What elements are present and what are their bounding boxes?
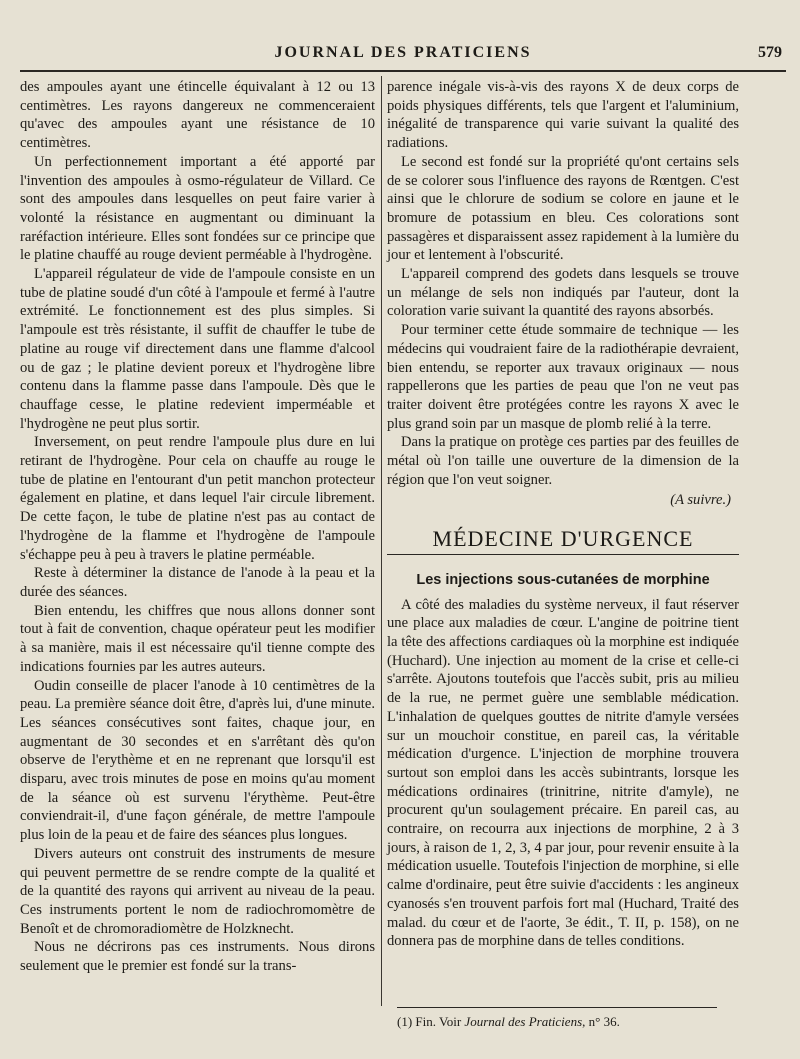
paragraph: des ampoules ayant une étincelle équivalant à 12 ou 13 centimètres. Les rayons dangereux ne commenceraient qu'avec des ampoules ayant une résistance de 10 centimètres. [20, 79, 375, 152]
article-title: Les injections sous-cutanées de morphine [416, 571, 710, 588]
footnote-suffix: , n° 36. [582, 1014, 620, 1029]
paragraph: L'appareil régulateur de vide de l'ampoule consiste en un tube de platine soudé d'un côté à l'ampoule et fermé à l'autre extrémité. Le fonctionnement est des plus simples. Si l'ampoule est très résistante, il suffit de chauffer le tube de platine au rouge vif directement dans une flamme d'alcool ou de gaz ; le platine devient poreux et l'hydrogène libre contenu dans la flamme passe dans l'ampoule. Dès que le chauffage cesse, le platine redevient imperméable et l'hydrogène ne peut plus sortir. [20, 266, 375, 432]
footnote [397, 1014, 620, 1030]
footnote-prefix: (1) Fin. Voir [397, 1014, 465, 1029]
paragraph: Reste à déterminer la distance de l'anode à la peau et la durée des séances. [20, 565, 375, 600]
paragraph: Nous ne décrirons pas ces instruments. Nous dirons seulement que le premier est fondé sur la trans- [20, 939, 375, 975]
paragraph: Le second est fondé sur la propriété qu'ont certains sels de se colorer sous l'influence des rayons de Rœntgen. C'est ainsi que le chlorure de sodium se colore en jaune et le bromure de potassium en bleu. Ces colorations sont passagères et disparaissent assez rapidement à la lumière du jour et lentement à l'obscurité. [387, 153, 739, 264]
paragraph: Inversement, on peut rendre l'ampoule plus dure en lui retirant de l'hydrogène. Pour cela on chauffe au rouge le tube de platine en l'entourant d'un petit manchon protecteur également en platine, et dans lequel l'air circule librement. De cette façon, le tube de platine n'est pas au contact de l'hydrogène de la flamme et l'hydrogène de l'ampoule s'échappe peu à peu à travers le platine perméable. [20, 434, 375, 563]
column-divider [381, 76, 382, 1006]
running-title: JOURNAL DES PRATICIENS [274, 44, 532, 61]
paragraph: A côté des maladies du système nerveux, il faut réserver une place aux maladies de cœur. L'angine de poitrine tient la tête des affections cardiaques où la morphine est indiquée (Huchard). Une injection au moment de la crise et celle-ci s'arrête. Ajoutons toutefois que l'accès subit, pris au milieu de la rue, ne permet guère une semblable médication. L'inhalation de quelques gouttes de nitrite d'amyle versées sur un mouchoir constitue, en pareil cas, la véritable médication d'urgence. L'injection de morphine trouvera surtout son emploi dans les accès subintrants, lorsque les médications ordinaires (trinitrine, nitrite d'amyle), ne procurent qu'un soulagement précaire. En pareil cas, au contraire, on recourra aux injections de morphine, 2 à 3 jours, à raison de 1, 2, 3, 4 par jour, pour revenir ensuite à la médication usuelle. Toutefois l'injection de morphine, si elle calme d'ordinaire, peut être suivie d'accidents : les angineux cyanosés s'en trouvent parfois fort mal (Huchard, Traité des malad. du cœur et de l'aorte, 3e édit., T. II, p. 158), on ne donnera pas de morphine dans de telles conditions. [387, 596, 739, 950]
paragraph: parence inégale vis-à-vis des rayons X de deux corps de poids physiques différents, tels que l'argent et l'aluminium, inégalité de transparence qui varie suivant la qualité des radiations. [387, 79, 739, 152]
footnote-journal: Journal des Praticiens [464, 1014, 583, 1029]
a-suivre-note: (A suivre.) [670, 492, 731, 509]
paragraph: Pour terminer cette étude sommaire de technique — les médecins qui voudraient faire de la radiothérapie devraient, bien entendu, se reporter aux travaux originaux — nous rappellerons que les parties de peau que l'on ne veut pas traiter doivent être protégées contre les rayons X avec le plus grand soin par un masque de plomb relié à la terre. [387, 322, 739, 432]
paragraph: Dans la pratique on protège ces parties par des feuilles de métal où l'on taille une ouverture de la dimension de la région que l'on veut soigner. [387, 434, 739, 488]
page-header [20, 40, 786, 72]
page-number: 579 [758, 44, 782, 61]
paragraph: Oudin conseille de placer l'anode à 10 centimètres de la peau. La première séance doit être, d'après lui, d'une minute. Les séances consécutives sont faites, chaque jour, en augmentant de 30 secondes et en s'arrêtant dès qu'on observe de l'erythème et en ne reprenant que lorsqu'il est disparu, avec trois minutes de pose en moins qu'au moment de la séance où est survenu l'érythème. Peut-être conviendrait-il, d'une façon générale, de mettre l'ampoule plus loin de la peau et de faire des séances plus longues. [20, 677, 375, 844]
right-column [387, 78, 739, 951]
left-column [20, 78, 375, 976]
section-title: MÉDECINE D'URGENCE [387, 530, 739, 555]
footnote-rule [397, 1007, 717, 1008]
paragraph: Divers auteurs ont construit des instruments de mesure qui peuvent permettre de se rendre compte de la qualité et de la quantité des rayons qui arrivent au niveau de la peau. Ces instruments portent le nom de radiochromomètre de Benoît et de chromoradiomètre de Holzknecht. [20, 845, 375, 937]
paragraph: Un perfectionnement important a été apporté par l'invention des ampoules à osmo-régulateur de Villard. Ce sont des ampoules dans lesquelles on peut faire varier à volonté la résistance en augmentant ou diminuant la raréfaction intérieure. Elles sont fondées sur ce principe que le platine chauffé au rouge devient perméable à l'hydrogène. [20, 153, 375, 264]
paragraph: L'appareil comprend des godets dans lesquels se trouve un mélange de sels non indiqués par l'auteur, dont la coloration varie suivant la quantité des rayons absorbés. [387, 266, 739, 320]
paragraph: Bien entendu, les chiffres que nous allons donner sont tout à fait de convention, chaque opérateur peut les modifier à sa manière, mais il est nécessaire qu'il tienne compte des indications fournies par les autres auteurs. [20, 602, 375, 675]
